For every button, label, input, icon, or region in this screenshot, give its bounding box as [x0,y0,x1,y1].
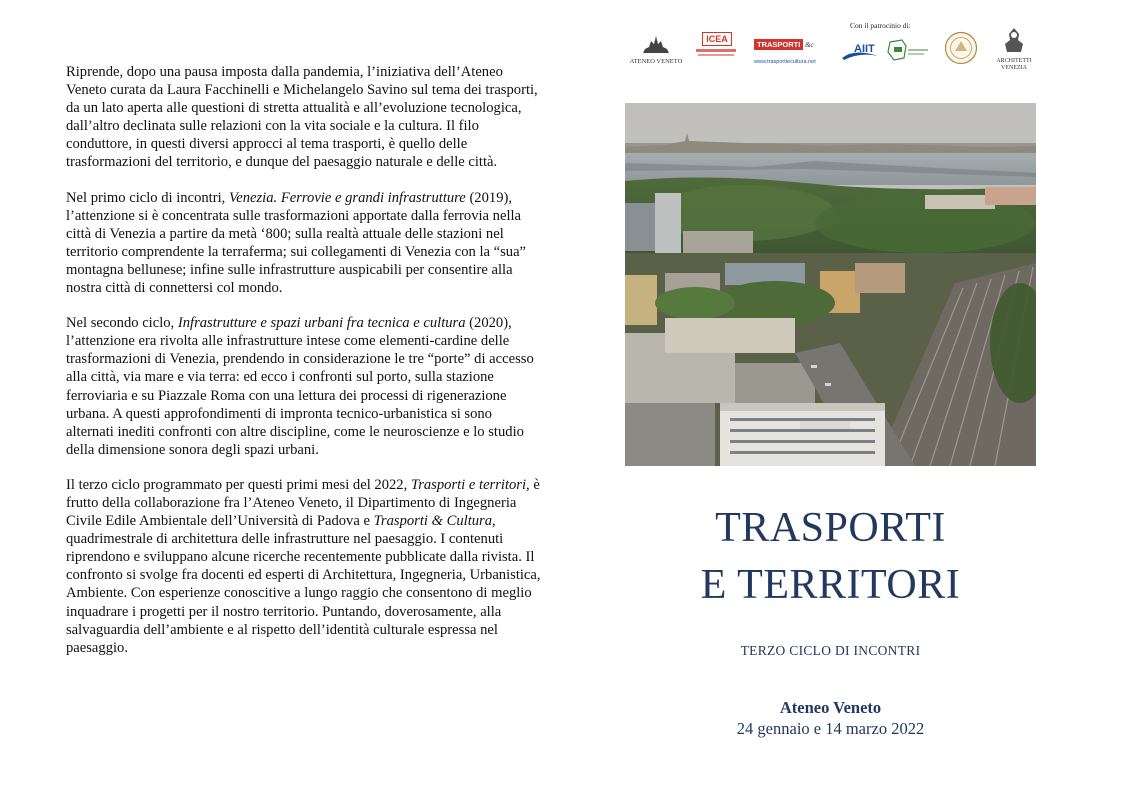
cycle-3-title: Trasporti e territori, [410,476,530,493]
event-dates: 24 gennaio e 14 marzo 2022 [736,719,925,738]
intro-paragraph-4: Il terzo ciclo programmato per questi primi mesi del 2022, Trasporti e territori, è frutto della collaborazione fra l’Ateneo Veneto, il Dipartimento di Ingegneria Civile Edile Ambientale dell’Università di Padova e Trasporti & Cultura, quadrimestrale di architettura delle infrastrutture nel paesaggio. I contenuti riprendono e sviluppano alcune ricerche recentemente pubblicate dalla rivista. Il confronto si svolge fra docenti ed esperti di Architettura, Ingegneria, Urbanistica, Ambiente. Con esperienze conoscitive a lungo raggio che consentono di meglio inquadrare i progetti per il nostro territorio. Puntando, doverosamente, alla salvaguardia dell’ambiente e al rispetto dell’identità culturale espressa nel paesaggio. [66,476,541,656]
aiit-logo [840,40,880,62]
region-map-icon [886,38,930,64]
seal-icon [944,31,978,65]
event-title-line-1: TRASPORTI [715,505,946,551]
aerial-venice-photo-icon [625,103,1036,466]
lion-emblem-icon [1001,26,1027,54]
aiit-swoosh-icon [840,40,880,62]
intro-paragraph-1: Riprende, dopo una pausa imposta dalla pandemia, l’iniziativa dell’Ateneo Veneto curata da Laura Facchinelli e Michelangelo Savino sul tema dei trasporti, da un lato aperta alle questioni di stretta attualità e all’evoluzione tecnologica, dall’altro declinata sulle relazioni con la vita sociale e la cultura. Il filo conduttore, in questi diversi approcci al tema trasporti, è quello delle trasformazioni del territorio, e dunque del paesaggio naturale e delle città. [66,64,538,171]
patrocinio-label: Con il patrocinio di: [850,21,911,30]
event-subtitle: TERZO CICLO DI INCONTRI [740,643,921,658]
event-title-line-2: E TERRITORI [700,562,961,608]
svg-text:AIIT: AIIT [854,43,875,55]
sponsor-logos [622,18,1042,74]
trasporti-cultura-logo: TRASPORTI &c www.trasportiecultura.net [754,40,816,65]
intro-text [66,63,541,674]
cover-photo [625,103,1036,466]
architetti-venezia-logo: ARCHITETTI VENEZIA [992,26,1036,72]
cycle-1-title: Venezia. Ferrovie e grandi infrastrutture [228,189,466,206]
icea-logo: ICEA [692,32,740,58]
regione-veneto-logo [886,38,930,64]
intro-paragraph-2: Nel primo ciclo di incontri, Venezia. Ferrovie e grandi infrastrutture (2019), l’attenzione si è concentrata sulle trasformazioni apportate dalla ferrovia nella città di Venezia a partire da metà ‘800; sulla realtà attuale delle stazioni nel territorio comprendente la terraferma; sui collegamenti di Venezia con la “sua” montagna bellunese; infine sulle infrastrutture auspicabili per consentire alla nostra città di connettersi col mondo. [66,189,527,297]
ateneo-veneto-logo: ATENEO VENETO [628,32,684,65]
cycle-2-title: Infrastrutture e spazi urbani fra tecnica e cultura [177,315,466,332]
event-venue: Ateneo Veneto [779,698,882,717]
icea-subline [696,49,736,52]
university-seal-logo [944,31,978,65]
magazine-title: Trasporti & Cultura, [373,513,496,530]
intro-paragraph-3: Nel secondo ciclo, Infrastrutture e spazi urbani fra tecnica e cultura (2020), l’attenzione era rivolta alle infrastrutture intese come elementi-cardine delle trasformazioni di Venezia, prendendo in considerazione le tre “porte” di accesso alla città, via mare e via terra: ed ecco i confronti sul porto, sulla stazione ferroviaria e su Piazzale Roma con una lettura dei processi di rigenerazione urbana. A questi approfondimenti di impronta tecnico-urbanistica si sono alternati inediti confronti con altre discipline, come le neuroscienze e lo studio della dimensione sonora degli spazi urbani. [66,315,534,458]
ateneo-veneto-emblem-icon [641,32,671,54]
icea-subline [698,54,734,56]
